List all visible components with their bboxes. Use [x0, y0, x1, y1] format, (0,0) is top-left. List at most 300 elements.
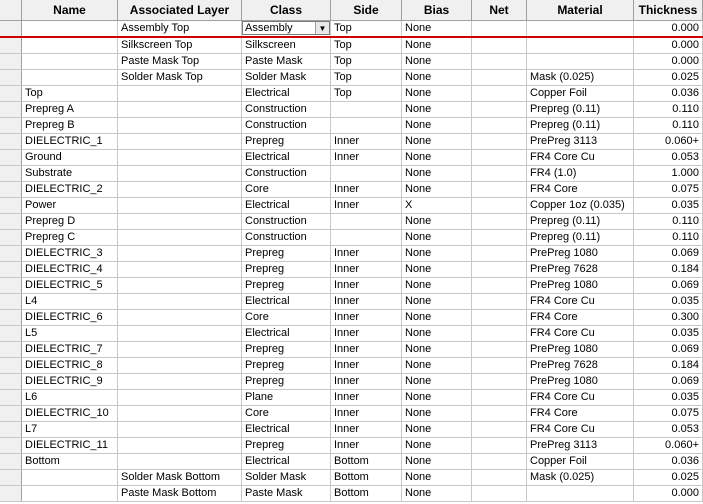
material-cell[interactable]: FR4 (1.0): [527, 166, 634, 181]
associated-layer-cell[interactable]: [118, 390, 242, 405]
name-cell[interactable]: Prepreg D: [22, 214, 118, 229]
bias-cell[interactable]: None: [402, 390, 472, 405]
header-material[interactable]: Material: [527, 0, 634, 20]
net-cell[interactable]: [472, 454, 527, 469]
class-cell[interactable]: Electrical: [242, 294, 331, 309]
row-selector[interactable]: [0, 422, 22, 437]
bias-cell[interactable]: None: [402, 118, 472, 133]
class-cell[interactable]: Electrical: [242, 422, 331, 437]
thickness-cell[interactable]: 0.075: [634, 406, 703, 421]
associated-layer-cell[interactable]: [118, 118, 242, 133]
material-cell[interactable]: PrePreg 7628: [527, 358, 634, 373]
class-cell[interactable]: Solder Mask: [242, 70, 331, 85]
class-cell[interactable]: [242, 21, 331, 36]
class-cell[interactable]: Electrical: [242, 150, 331, 165]
table-row[interactable]: [0, 390, 703, 406]
table-row[interactable]: [0, 438, 703, 454]
bias-cell[interactable]: None: [402, 102, 472, 117]
table-row[interactable]: [0, 454, 703, 470]
thickness-cell[interactable]: 0.000: [634, 21, 703, 36]
associated-layer-cell[interactable]: [118, 422, 242, 437]
class-cell[interactable]: Core: [242, 310, 331, 325]
thickness-cell[interactable]: 0.060+: [634, 438, 703, 453]
material-cell[interactable]: FR4 Core Cu: [527, 390, 634, 405]
bias-cell[interactable]: None: [402, 294, 472, 309]
table-row[interactable]: [0, 230, 703, 246]
row-selector[interactable]: [0, 70, 22, 85]
name-cell[interactable]: Prepreg A: [22, 102, 118, 117]
thickness-cell[interactable]: 0.036: [634, 454, 703, 469]
name-cell[interactable]: L7: [22, 422, 118, 437]
bias-cell[interactable]: None: [402, 21, 472, 36]
class-cell[interactable]: Solder Mask: [242, 470, 331, 485]
class-cell[interactable]: Prepreg: [242, 374, 331, 389]
net-cell[interactable]: [472, 38, 527, 53]
bias-cell[interactable]: None: [402, 166, 472, 181]
thickness-cell[interactable]: 1.000: [634, 166, 703, 181]
associated-layer-cell[interactable]: Paste Mask Top: [118, 54, 242, 69]
bias-cell[interactable]: None: [402, 214, 472, 229]
net-cell[interactable]: [472, 262, 527, 277]
row-selector[interactable]: [0, 438, 22, 453]
net-cell[interactable]: [472, 118, 527, 133]
associated-layer-cell[interactable]: [118, 278, 242, 293]
row-selector[interactable]: [0, 358, 22, 373]
side-cell[interactable]: Inner: [331, 294, 402, 309]
table-row[interactable]: [0, 310, 703, 326]
table-row[interactable]: [0, 182, 703, 198]
class-cell[interactable]: Plane: [242, 390, 331, 405]
associated-layer-cell[interactable]: [118, 262, 242, 277]
material-cell[interactable]: FR4 Core Cu: [527, 150, 634, 165]
table-row[interactable]: [0, 294, 703, 310]
associated-layer-cell[interactable]: [118, 294, 242, 309]
row-selector[interactable]: [0, 454, 22, 469]
name-cell[interactable]: DIELECTRIC_2: [22, 182, 118, 197]
name-cell[interactable]: [22, 486, 118, 501]
name-cell[interactable]: DIELECTRIC_10: [22, 406, 118, 421]
side-cell[interactable]: Inner: [331, 342, 402, 357]
table-row[interactable]: [0, 486, 703, 502]
name-cell[interactable]: DIELECTRIC_8: [22, 358, 118, 373]
net-cell[interactable]: [472, 278, 527, 293]
name-cell[interactable]: [22, 38, 118, 53]
net-cell[interactable]: [472, 374, 527, 389]
bias-cell[interactable]: None: [402, 246, 472, 261]
row-selector[interactable]: [0, 374, 22, 389]
table-row[interactable]: [0, 326, 703, 342]
table-row[interactable]: [0, 406, 703, 422]
table-row[interactable]: [0, 342, 703, 358]
side-cell[interactable]: Top: [331, 21, 402, 36]
associated-layer-cell[interactable]: [118, 166, 242, 181]
material-cell[interactable]: Prepreg (0.11): [527, 118, 634, 133]
side-cell[interactable]: Inner: [331, 358, 402, 373]
row-selector[interactable]: [0, 214, 22, 229]
header-side[interactable]: Side: [331, 0, 402, 20]
table-row[interactable]: [0, 470, 703, 486]
header-bias[interactable]: Bias: [402, 0, 472, 20]
table-row[interactable]: [0, 118, 703, 134]
thickness-cell[interactable]: 0.184: [634, 358, 703, 373]
thickness-cell[interactable]: 0.035: [634, 326, 703, 341]
material-cell[interactable]: FR4 Core: [527, 310, 634, 325]
material-cell[interactable]: Mask (0.025): [527, 470, 634, 485]
associated-layer-cell[interactable]: Assembly Top: [118, 21, 242, 36]
table-row[interactable]: [0, 214, 703, 230]
name-cell[interactable]: L5: [22, 326, 118, 341]
net-cell[interactable]: [472, 422, 527, 437]
associated-layer-cell[interactable]: [118, 374, 242, 389]
header-net[interactable]: Net: [472, 0, 527, 20]
thickness-cell[interactable]: 0.053: [634, 150, 703, 165]
name-cell[interactable]: DIELECTRIC_6: [22, 310, 118, 325]
row-selector[interactable]: [0, 342, 22, 357]
bias-cell[interactable]: None: [402, 134, 472, 149]
associated-layer-cell[interactable]: [118, 406, 242, 421]
thickness-cell[interactable]: 0.053: [634, 422, 703, 437]
thickness-cell[interactable]: 0.300: [634, 310, 703, 325]
net-cell[interactable]: [472, 21, 527, 36]
material-cell[interactable]: Prepreg (0.11): [527, 230, 634, 245]
table-row[interactable]: [0, 374, 703, 390]
row-selector[interactable]: [0, 134, 22, 149]
material-cell[interactable]: FR4 Core Cu: [527, 326, 634, 341]
side-cell[interactable]: Inner: [331, 406, 402, 421]
material-cell[interactable]: PrePreg 1080: [527, 342, 634, 357]
thickness-cell[interactable]: 0.060+: [634, 134, 703, 149]
bias-cell[interactable]: None: [402, 150, 472, 165]
row-selector[interactable]: [0, 21, 22, 36]
bias-cell[interactable]: None: [402, 454, 472, 469]
class-cell[interactable]: Core: [242, 182, 331, 197]
row-selector[interactable]: [0, 294, 22, 309]
bias-cell[interactable]: None: [402, 358, 472, 373]
net-cell[interactable]: [472, 70, 527, 85]
row-selector[interactable]: [0, 278, 22, 293]
net-cell[interactable]: [472, 246, 527, 261]
associated-layer-cell[interactable]: [118, 310, 242, 325]
row-selector[interactable]: [0, 102, 22, 117]
table-row[interactable]: [0, 198, 703, 214]
class-cell[interactable]: Construction: [242, 166, 331, 181]
side-cell[interactable]: [331, 230, 402, 245]
side-cell[interactable]: Inner: [331, 198, 402, 213]
associated-layer-cell[interactable]: [118, 182, 242, 197]
associated-layer-cell[interactable]: [118, 230, 242, 245]
material-cell[interactable]: Copper Foil: [527, 454, 634, 469]
associated-layer-cell[interactable]: [118, 358, 242, 373]
thickness-cell[interactable]: 0.069: [634, 374, 703, 389]
class-cell[interactable]: Electrical: [242, 86, 331, 101]
row-selector[interactable]: [0, 470, 22, 485]
table-row[interactable]: [0, 246, 703, 262]
bias-cell[interactable]: None: [402, 406, 472, 421]
name-cell[interactable]: Ground: [22, 150, 118, 165]
side-cell[interactable]: Bottom: [331, 470, 402, 485]
material-cell[interactable]: FR4 Core: [527, 182, 634, 197]
class-cell[interactable]: Construction: [242, 214, 331, 229]
row-selector[interactable]: [0, 150, 22, 165]
material-cell[interactable]: PrePreg 3113: [527, 134, 634, 149]
thickness-cell[interactable]: 0.000: [634, 54, 703, 69]
side-cell[interactable]: Inner: [331, 374, 402, 389]
table-row[interactable]: [0, 102, 703, 118]
class-cell[interactable]: Paste Mask: [242, 54, 331, 69]
material-cell[interactable]: PrePreg 1080: [527, 278, 634, 293]
bias-cell[interactable]: None: [402, 182, 472, 197]
associated-layer-cell[interactable]: Solder Mask Bottom: [118, 470, 242, 485]
bias-cell[interactable]: None: [402, 470, 472, 485]
associated-layer-cell[interactable]: [118, 134, 242, 149]
net-cell[interactable]: [472, 390, 527, 405]
name-cell[interactable]: DIELECTRIC_5: [22, 278, 118, 293]
row-selector[interactable]: [0, 38, 22, 53]
thickness-cell[interactable]: 0.069: [634, 342, 703, 357]
class-cell[interactable]: Paste Mask: [242, 486, 331, 501]
name-cell[interactable]: L6: [22, 390, 118, 405]
class-cell[interactable]: Core: [242, 406, 331, 421]
table-row[interactable]: [0, 54, 703, 70]
side-cell[interactable]: [331, 118, 402, 133]
side-cell[interactable]: [331, 102, 402, 117]
net-cell[interactable]: [472, 182, 527, 197]
name-cell[interactable]: Power: [22, 198, 118, 213]
material-cell[interactable]: [527, 486, 634, 501]
row-selector[interactable]: [0, 54, 22, 69]
class-cell[interactable]: Construction: [242, 102, 331, 117]
class-cell[interactable]: Prepreg: [242, 246, 331, 261]
bias-cell[interactable]: None: [402, 86, 472, 101]
table-row[interactable]: [0, 166, 703, 182]
side-cell[interactable]: Inner: [331, 134, 402, 149]
material-cell[interactable]: PrePreg 1080: [527, 246, 634, 261]
name-cell[interactable]: Top: [22, 86, 118, 101]
material-cell[interactable]: [527, 38, 634, 53]
header-corner[interactable]: [0, 0, 22, 20]
associated-layer-cell[interactable]: [118, 102, 242, 117]
material-cell[interactable]: PrePreg 3113: [527, 438, 634, 453]
name-cell[interactable]: DIELECTRIC_4: [22, 262, 118, 277]
class-cell[interactable]: Electrical: [242, 454, 331, 469]
name-cell[interactable]: Substrate: [22, 166, 118, 181]
bias-cell[interactable]: None: [402, 326, 472, 341]
associated-layer-cell[interactable]: [118, 86, 242, 101]
class-cell[interactable]: Electrical: [242, 326, 331, 341]
net-cell[interactable]: [472, 102, 527, 117]
associated-layer-cell[interactable]: [118, 438, 242, 453]
material-cell[interactable]: Prepreg (0.11): [527, 214, 634, 229]
associated-layer-cell[interactable]: [118, 342, 242, 357]
row-selector[interactable]: [0, 326, 22, 341]
row-selector[interactable]: [0, 166, 22, 181]
side-cell[interactable]: Inner: [331, 182, 402, 197]
net-cell[interactable]: [472, 406, 527, 421]
class-cell[interactable]: Prepreg: [242, 438, 331, 453]
name-cell[interactable]: DIELECTRIC_7: [22, 342, 118, 357]
associated-layer-cell[interactable]: [118, 454, 242, 469]
side-cell[interactable]: Inner: [331, 246, 402, 261]
class-cell[interactable]: Electrical: [242, 198, 331, 213]
thickness-cell[interactable]: 0.035: [634, 294, 703, 309]
net-cell[interactable]: [472, 486, 527, 501]
side-cell[interactable]: [331, 166, 402, 181]
header-class[interactable]: Class: [242, 0, 331, 20]
bias-cell[interactable]: None: [402, 374, 472, 389]
net-cell[interactable]: [472, 438, 527, 453]
table-row[interactable]: [0, 70, 703, 86]
associated-layer-cell[interactable]: Solder Mask Top: [118, 70, 242, 85]
table-row[interactable]: [0, 278, 703, 294]
row-selector[interactable]: [0, 390, 22, 405]
material-cell[interactable]: PrePreg 1080: [527, 374, 634, 389]
thickness-cell[interactable]: 0.075: [634, 182, 703, 197]
table-row[interactable]: [0, 86, 703, 102]
associated-layer-cell[interactable]: Silkscreen Top: [118, 38, 242, 53]
side-cell[interactable]: [331, 214, 402, 229]
table-row[interactable]: [0, 134, 703, 150]
name-cell[interactable]: DIELECTRIC_11: [22, 438, 118, 453]
name-cell[interactable]: Prepreg C: [22, 230, 118, 245]
net-cell[interactable]: [472, 166, 527, 181]
name-cell[interactable]: DIELECTRIC_3: [22, 246, 118, 261]
name-cell[interactable]: Prepreg B: [22, 118, 118, 133]
material-cell[interactable]: Prepreg (0.11): [527, 102, 634, 117]
thickness-cell[interactable]: 0.110: [634, 214, 703, 229]
class-cell[interactable]: Prepreg: [242, 278, 331, 293]
net-cell[interactable]: [472, 294, 527, 309]
class-cell[interactable]: Prepreg: [242, 358, 331, 373]
material-cell[interactable]: [527, 21, 634, 36]
side-cell[interactable]: Inner: [331, 150, 402, 165]
net-cell[interactable]: [472, 342, 527, 357]
associated-layer-cell[interactable]: [118, 214, 242, 229]
table-row[interactable]: [0, 262, 703, 278]
thickness-cell[interactable]: 0.184: [634, 262, 703, 277]
chevron-down-icon[interactable]: ▼: [315, 22, 329, 34]
bias-cell[interactable]: None: [402, 70, 472, 85]
side-cell[interactable]: Top: [331, 54, 402, 69]
thickness-cell[interactable]: 0.110: [634, 230, 703, 245]
bias-cell[interactable]: X: [402, 198, 472, 213]
table-row[interactable]: [0, 150, 703, 166]
net-cell[interactable]: [472, 54, 527, 69]
material-cell[interactable]: Copper Foil: [527, 86, 634, 101]
side-cell[interactable]: Bottom: [331, 454, 402, 469]
header-name[interactable]: Name: [22, 0, 118, 20]
material-cell[interactable]: FR4 Core Cu: [527, 294, 634, 309]
thickness-cell[interactable]: 0.069: [634, 278, 703, 293]
side-cell[interactable]: Inner: [331, 262, 402, 277]
bias-cell[interactable]: None: [402, 486, 472, 501]
name-cell[interactable]: L4: [22, 294, 118, 309]
table-row[interactable]: [0, 21, 703, 38]
row-selector[interactable]: [0, 406, 22, 421]
name-cell[interactable]: Bottom: [22, 454, 118, 469]
material-cell[interactable]: FR4 Core Cu: [527, 422, 634, 437]
name-cell[interactable]: DIELECTRIC_1: [22, 134, 118, 149]
class-cell[interactable]: Construction: [242, 118, 331, 133]
material-cell[interactable]: [527, 54, 634, 69]
class-dropdown[interactable]: [242, 21, 330, 35]
row-selector[interactable]: [0, 230, 22, 245]
side-cell[interactable]: Inner: [331, 422, 402, 437]
row-selector[interactable]: [0, 198, 22, 213]
thickness-cell[interactable]: 0.035: [634, 390, 703, 405]
name-cell[interactable]: [22, 54, 118, 69]
class-cell[interactable]: Silkscreen: [242, 38, 331, 53]
row-selector[interactable]: [0, 182, 22, 197]
net-cell[interactable]: [472, 310, 527, 325]
thickness-cell[interactable]: 0.000: [634, 486, 703, 501]
side-cell[interactable]: Bottom: [331, 486, 402, 501]
net-cell[interactable]: [472, 150, 527, 165]
material-cell[interactable]: Mask (0.025): [527, 70, 634, 85]
material-cell[interactable]: FR4 Core: [527, 406, 634, 421]
side-cell[interactable]: Inner: [331, 278, 402, 293]
net-cell[interactable]: [472, 230, 527, 245]
bias-cell[interactable]: None: [402, 230, 472, 245]
table-row[interactable]: [0, 38, 703, 54]
bias-cell[interactable]: None: [402, 54, 472, 69]
row-selector[interactable]: [0, 86, 22, 101]
row-selector[interactable]: [0, 262, 22, 277]
side-cell[interactable]: Top: [331, 70, 402, 85]
associated-layer-cell[interactable]: [118, 198, 242, 213]
table-row[interactable]: [0, 422, 703, 438]
row-selector[interactable]: [0, 118, 22, 133]
net-cell[interactable]: [472, 470, 527, 485]
side-cell[interactable]: Top: [331, 38, 402, 53]
thickness-cell[interactable]: 0.069: [634, 246, 703, 261]
name-cell[interactable]: [22, 470, 118, 485]
side-cell[interactable]: Inner: [331, 310, 402, 325]
side-cell[interactable]: Top: [331, 86, 402, 101]
net-cell[interactable]: [472, 198, 527, 213]
associated-layer-cell[interactable]: [118, 246, 242, 261]
thickness-cell[interactable]: 0.036: [634, 86, 703, 101]
row-selector[interactable]: [0, 486, 22, 501]
net-cell[interactable]: [472, 134, 527, 149]
bias-cell[interactable]: None: [402, 422, 472, 437]
row-selector[interactable]: [0, 246, 22, 261]
associated-layer-cell[interactable]: Paste Mask Bottom: [118, 486, 242, 501]
row-selector[interactable]: [0, 310, 22, 325]
bias-cell[interactable]: None: [402, 342, 472, 357]
material-cell[interactable]: PrePreg 7628: [527, 262, 634, 277]
class-cell[interactable]: Construction: [242, 230, 331, 245]
header-associated-layer[interactable]: Associated Layer: [118, 0, 242, 20]
table-row[interactable]: [0, 358, 703, 374]
bias-cell[interactable]: None: [402, 310, 472, 325]
side-cell[interactable]: Inner: [331, 438, 402, 453]
name-cell[interactable]: [22, 21, 118, 36]
bias-cell[interactable]: None: [402, 278, 472, 293]
thickness-cell[interactable]: 0.025: [634, 470, 703, 485]
thickness-cell[interactable]: 0.035: [634, 198, 703, 213]
thickness-cell[interactable]: 0.110: [634, 118, 703, 133]
bias-cell[interactable]: None: [402, 438, 472, 453]
net-cell[interactable]: [472, 326, 527, 341]
net-cell[interactable]: [472, 214, 527, 229]
name-cell[interactable]: [22, 70, 118, 85]
net-cell[interactable]: [472, 86, 527, 101]
thickness-cell[interactable]: 0.025: [634, 70, 703, 85]
class-cell[interactable]: Prepreg: [242, 262, 331, 277]
thickness-cell[interactable]: 0.110: [634, 102, 703, 117]
name-cell[interactable]: DIELECTRIC_9: [22, 374, 118, 389]
side-cell[interactable]: Inner: [331, 390, 402, 405]
